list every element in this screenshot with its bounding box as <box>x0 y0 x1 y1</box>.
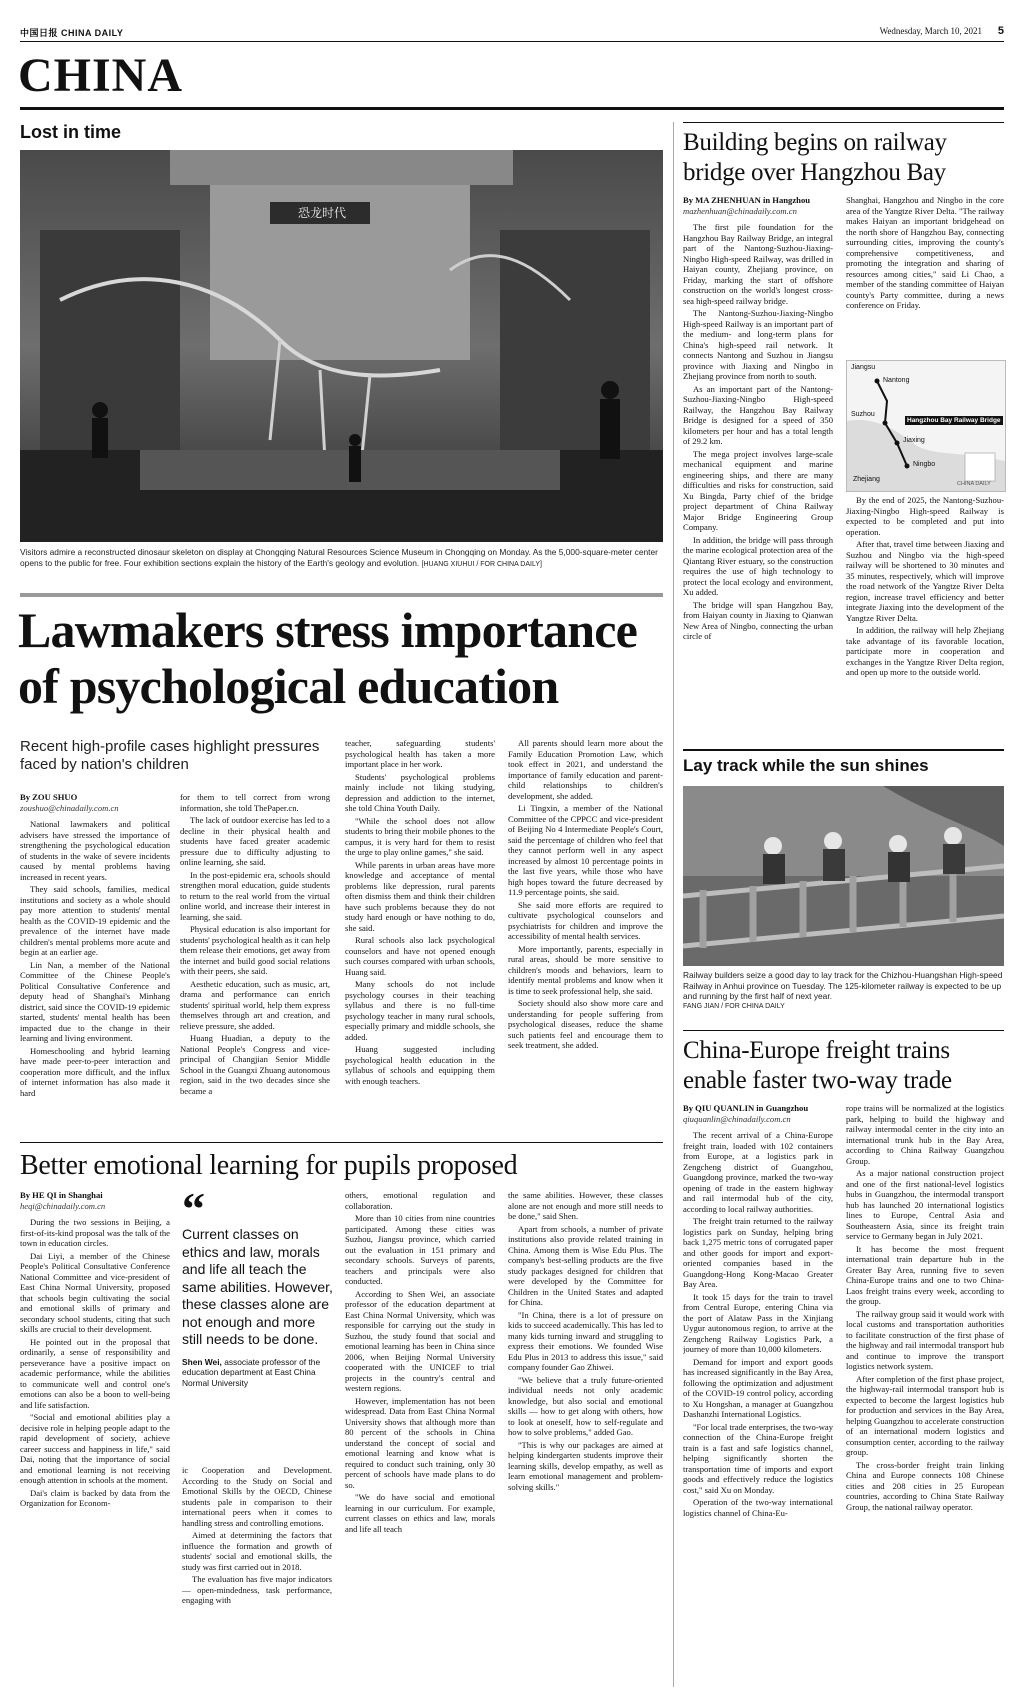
paragraph: In addition, the railway will help Zhejiang take advantage of its favorable location, participate more in cooperation and exchanges in the Yangtze River Delta region, and open up more to the outside world. <box>846 625 1004 677</box>
freight-headline-line-2: enable faster two-way trade <box>683 1067 952 1094</box>
freight-byline-email: qiuquanlin@chinadaily.com.cn <box>683 1113 791 1124</box>
map-label-bridge: Hangzhou Bay Railway Bridge <box>907 417 1001 424</box>
paragraph: "We believe that a truly future-oriented individual needs not only academic knowledge, but also social and emotional skills — how to get along with others, how to look at oneself, how to self-regulate and how to solve problems," added Gao. <box>508 1374 663 1437</box>
paragraph: Demand for import and export goods has increased significantly in the Bay Area, following the optimization and adjustment of the COVID-19 control policy, according to Xu Hongshan, a manager at Guangzhou Dashanzhi International Logistics. <box>683 1356 833 1419</box>
paragraph: All parents should learn more about the Family Education Promotion Law, which took effect in 2021, and understand the importance of family education and parent-child relationships to children's development, she added. <box>508 738 663 801</box>
lawmakers-deck: Recent high-profile cases highlight pressures faced by nation's children <box>20 738 320 773</box>
lawmakers-headline <box>18 602 668 714</box>
laytrack-credit: FANG JIAN / FOR CHINA DAILY <box>683 1002 785 1010</box>
quote-mark-icon: “ <box>182 1183 205 1234</box>
paragraph: Students' psychological problems mainly include not liking studying, depression and addiction to the internet, she told China Youth Daily. <box>345 771 495 813</box>
paragraph: The railway group said it would work with local customs and transportation authorities to facilitate construction of the first phase of the highway and rail intermodal transport hub and continue to improve the transport logistics network system. <box>846 1308 1004 1371</box>
paragraph: Rural schools also lack psychological counselors and have not opened enough such courses compared with urban schools, Huang said. <box>345 935 495 977</box>
paragraph: More than 10 cities from nine countries participated. Among these cities was Suzhou, Jiangsu province, which carried out the evaluation in 151 primary and secondary schools. Surveys of parents, teachers and principals were also conducted. <box>345 1213 495 1286</box>
dinosaur-photo <box>20 150 663 542</box>
paragraph: It took 15 days for the train to travel from Central Europe, entering China via the port of Alataw Pass in the Xinjiang Uygur autonomous region, to arrive at the Zengcheng Railway Logistics Park, a journey of more than 10,000 kilometers. <box>683 1291 833 1354</box>
emotional-col-2 <box>182 1465 332 1685</box>
lawmakers-byline-name: By ZOU SHUO <box>20 792 78 802</box>
pull-quote-attribution <box>182 1357 337 1389</box>
freight-col-2 <box>846 1103 1004 1688</box>
laytrack-photo-image <box>683 786 1004 966</box>
paragraph: They said schools, families, medical institutions and society as a whole should pay more attention to students' mental health as the COVID-19 epidemic and the prevalence of the internet have made children's mental problems more acute and begin at an earlier age. <box>20 884 170 957</box>
masthead <box>20 26 1004 40</box>
paragraph: The mega project involves large-scale mechanical equipment and marine engineering ships, and there are many difficulties and risks for construction, said Xu Bingda, Party chief of the bridge project department of China Railway Major Bridge Engineering Group Company. <box>683 448 833 532</box>
paragraph: Lin Nan, a member of the National Committee of the Chinese People's Political Consultative Conference and deputy head of Shanghai's Minhang district, said since the COVID-19 epidemic started, students' mental health has been impacted due to the change in their learning and living environment. <box>20 959 170 1043</box>
paragraph: The evaluation has five major indicators — open-mindedness, task performance, engaging with <box>182 1574 332 1605</box>
paragraph: "Social and emotional abilities play a decisive role in helping people adapt to the rapid development of society, achieve career success and happiness in life," said Dai, noting that the importance of social and emotional learning is not receiving enough attention in schools at the moment. <box>20 1412 170 1485</box>
freight-byline <box>683 1103 833 1124</box>
railway-byline <box>683 195 833 216</box>
paragraph: the same abilities. However, these classes alone are not enough and more still needs to be done," said Shen. <box>508 1190 663 1221</box>
railway-col-2-top <box>846 195 1004 355</box>
paragraph: Physical education is also important for students' psychological health as it can help them release their emotions, get away from the internet and build good social relations with their peers, she said. <box>180 924 330 976</box>
emotional-col-1 <box>20 1190 170 1685</box>
masthead-date: Wednesday, March 10, 2021 <box>879 26 982 36</box>
section-rule <box>20 107 1004 110</box>
paragraph: While parents in urban areas have more knowledge and acceptance of mental problems like depression, rural parents often dismiss them and think their children have such problems because they do not study hard enough or have nothing to do, she said. <box>345 859 495 933</box>
emotional-byline-email: heqi@chinadaily.com.cn <box>20 1200 106 1211</box>
railway-top-rule <box>683 122 1004 123</box>
photo-caption <box>20 547 663 570</box>
railway-byline-name: By MA ZHENHUAN in Hangzhou <box>683 195 811 205</box>
lawmakers-byline-email: zoushuo@chinadaily.com.cn <box>20 802 119 813</box>
laytrack-caption <box>683 970 1004 1012</box>
freight-headline <box>683 1036 1013 1096</box>
lawmakers-byline <box>20 792 170 813</box>
paragraph: She said more efforts are required to cultivate psychological counselors and psychiatrists for children and improve the accessibility of mental health services. <box>508 899 663 941</box>
paragraph: In the post-epidemic era, schools should strengthen moral education, guide students to return to the real world from the virtual online world, and increase their interest in learning, she said. <box>180 869 330 922</box>
page-number: 5 <box>997 25 1004 37</box>
laytrack-caption-text: Railway builders seize a good day to lay track for the Chizhou-Huangshan High-speed Railway in Anhui province on Tuesday. The 125-kilometer railway is expected to be up and running by the first half of next year. <box>683 970 1003 1001</box>
divider-rule <box>20 593 663 597</box>
paragraph: It has become the most frequent international train departure hub in the Greater Bay Area, running five to seven China-Europe trains and one to two China-Laos freight trains every week, according to the group. <box>846 1243 1004 1306</box>
paragraph: The bridge will span Hangzhou Bay, from Haiyan county in Jiaxing to Qianwan New Area of Ningbo, connecting the urban circle of <box>683 599 833 641</box>
paragraph: Aesthetic education, such as music, art, drama and performance can enrich students' spiritual world, help them express themselves through art and creation, and relieve pressure, she added. <box>180 978 330 1031</box>
laytrack-heading: Lay track while the sun shines <box>683 756 929 775</box>
lawmakers-headline-line-1: Lawmakers stress importance <box>18 602 638 658</box>
paragraph: After completion of the first phase project, the highway-rail intermodal transport hub is expected to become the largest logistics hub for production and services in the Bay Area, helping Guangzhou to accelerate construction of an international modern logistics and consumption center, according to the railway group. <box>846 1373 1004 1457</box>
paragraph: He pointed out in the proposal that ordinarily, a sense of responsibility and perseverance have a positive impact on academic performance, while the abilities to communicate well and control one's emotions can also be a boon to well-being and life satisfaction. <box>20 1336 170 1410</box>
paragraph: The recent arrival of a China-Europe freight train, loaded with 102 containers from Europe, at a logistics park in Zengcheng district of Guangzhou, Guangdong province, marked the two-way opening of trade in the eastern highway and rail intermodal hub of the city, according to local railway authorities. <box>683 1130 833 1214</box>
paragraph: In addition, the bridge will pass through the marine ecological protection area of the Qiantang River estuary, so the construction requires the use of high technology to protect the local ecology and environment, Xu added. <box>683 534 833 597</box>
paragraph: for them to tell correct from wrong information, she told ThePaper.cn. <box>180 792 330 813</box>
paragraph: Operation of the two-way international logistics channel of China-Eu- <box>683 1497 833 1518</box>
paragraph: National lawmakers and political advisers have stressed the importance of strengthening the psychological education of students in the wake of severe incidents caused by mental problems having increased in recent years. <box>20 819 170 882</box>
paragraph: Aimed at determining the factors that influence the formation and growth of students' social and emotional skills, the study was first carried out in 2018. <box>182 1530 332 1572</box>
paragraph: Apart from schools, a number of private institutions also provide related training in China. Among them is Wise Edu Plus. The company's best-selling products are the five study packages designed for children that were developed by the Committee for Children in the United States and adapted for China. <box>508 1223 663 1307</box>
emotional-headline: Better emotional learning for pupils proposed <box>20 1150 518 1181</box>
pull-quote-title: associate professor of the education department at East China Normal University <box>182 1356 321 1388</box>
map-label-suzhou: Suzhou <box>851 411 875 418</box>
paragraph: Shanghai, Hangzhou and Ningbo in the core area of the Yangtze River Delta. "The railway makes Haiyan an important bridgehead on the north shore of Hangzhou Bay, connecting surrounding cities, improving the county's comprehensive competitiveness, and promoting the integration and sharing of resources among cities," said Li Chao, a member of the standing committee of Haiyan county's Party committee, during a news conference on Friday. <box>846 195 1004 310</box>
railway-headline-line-1: Building begins on railway <box>683 129 947 156</box>
paragraph: According to Shen Wei, an associate professor of the education department at East China Normal University, which was responsible for carrying out the study in Suzhou, the study found that social and emotional learning has been in China since 2006, when Beijing Normal University cooperated with the UNICEF to trial projects in the country's central and western regions. <box>345 1288 495 1393</box>
lawmakers-bottom-rule <box>20 1142 663 1143</box>
paragraph: Huang suggested including psychological health education in the syllabus of schools and equipping them with enough teachers. <box>345 1044 495 1086</box>
paragraph: ic Cooperation and Development. According to the Study on Social and Emotional Skills by the OECD, Chinese students pale in comparison to their international peers when it comes to handling stress and controlling emotions. <box>182 1465 332 1528</box>
paragraph: others, emotional regulation and collaboration. <box>345 1190 495 1211</box>
paragraph: The first pile foundation for the Hangzhou Bay Railway Bridge, an integral part of the Nantong-Suzhou-Jiaxing-Ningbo High-speed Railway, was drilled in Haiyan county, Zhejiang province, on Friday, marking the start of offshore construction on the world's longest cross-sea high-speed railway bridge. <box>683 222 833 306</box>
paragraph: As an important part of the Nantong-Suzhou-Jiaxing-Ningbo High-speed Railway, the Hangzhou Bay Railway Bridge is designed for a speed of 350 kilometers per hour and has a total length of 29.2 km. <box>683 383 833 446</box>
railway-map <box>846 360 1006 492</box>
masthead-left: 中国日报 CHINA DAILY <box>20 28 124 38</box>
railway-col-2-bottom <box>846 495 1004 735</box>
paragraph: The lack of outdoor exercise has led to a decline in their physical health and students have faced greater academic pressure due to difficulty adjusting to online learning, she said. <box>180 815 330 867</box>
section-title: CHINA <box>18 49 184 102</box>
paragraph: The Nantong-Suzhou-Jiaxing-Ningbo High-speed Railway is an important part of the medium- and long-term plans for China's high-speed rail network. It connects Nantong and Suzhou in Jiangsu province with Jiaxing and Ningbo in Zhejiang province from north to south. <box>683 308 833 381</box>
paragraph: Dai Liyi, a member of the Chinese People's Political Consultative Conference National Committee and vice-president of East China Normal University, proposed that schools begin cultivating the social and emotional skills of primary and secondary school students, citing that such skills are crucial to their development. <box>20 1250 170 1334</box>
map-label-nantong: Nantong <box>883 377 910 384</box>
paragraph: "This is why our packages are aimed at helping kindergarten students improve their learning skills, develop empathy, as well as learn emotional management and problem-solving skills." <box>508 1439 663 1492</box>
paragraph: By the end of 2025, the Nantong-Suzhou-Jiaxing-Ningbo High-speed Railway is expected to be completed and put into operation. <box>846 495 1004 537</box>
masthead-rule <box>20 41 1004 42</box>
photo-credit: [HUANG XIUHUI / FOR CHINA DAILY] <box>421 560 542 568</box>
emotional-byline <box>20 1190 170 1211</box>
paragraph: "We do have social and emotional learning in our curriculum. For example, current classes on ethics and law, morals and life all teach <box>345 1492 495 1534</box>
lawmakers-col-1 <box>20 792 170 1132</box>
laytrack-photo <box>683 786 1004 966</box>
paragraph: "For local trade enterprises, the two-way connection of the China-Europe freight train is a fast and safe logistics channel, helping significantly shorten the transportation time of imports and export goods and effectively reduce the logistics cost," said Xu on Monday. <box>683 1421 833 1495</box>
paragraph: rope trains will be normalized at the logistics park, helping to build the highway and railway intermodal center in the city into an international trunk hub in the Bay Area, according to China Railway Guangzhou Group. <box>846 1103 1004 1166</box>
pull-quote <box>182 1183 337 1388</box>
emotional-byline-name: By HE QI in Shanghai <box>20 1190 103 1200</box>
lawmakers-headline-line-2: of psychological education <box>18 658 559 714</box>
railway-headline <box>683 128 1013 188</box>
laytrack-top-rule <box>683 749 1004 751</box>
railway-map-graphic <box>847 361 1005 491</box>
paragraph: Li Tingxin, a member of the National Committee of the CPPCC and vice-president of Beijing No 4 Intermediate People's Court, said the percentage of children who feel that they cannot perform well in any aspect increased by almost 10 percentage points in the last five years, while those who have high hopes toward the future decreased by 11.9 percentage points, she said. <box>508 803 663 897</box>
paragraph: After that, travel time between Jiaxing and Suzhou and Ningbo via the high-speed railway will be shortened to 30 minutes and 35 minutes, respectively, which will improve the road network of the Yangtze River Delta region, increase travel efficiency and better integrate Jiaxing into the development of the Yangtze River Delta. <box>846 539 1004 623</box>
paragraph: Dai's claim is backed by data from the Organization for Econom- <box>20 1487 170 1508</box>
paragraph: Society should also show more care and understanding for people suffering from psychological diseases, reduce the shame such patients feel and encourage them to seek treatment, she added. <box>508 998 663 1050</box>
photo-caption-text: Visitors admire a reconstructed dinosaur skeleton on display at Chongqing Natural Resources Science Museum in Chongqing on Monday. As the 5,000-square-meter center opens to the public for free. Four exhibition sections explain the history of the Earth's geology and evolution. <box>20 547 658 568</box>
pull-quote-name: Shen Wei, <box>182 1356 222 1367</box>
photo-heading: Lost in time <box>20 122 122 142</box>
paragraph: The cross-border freight train linking China and Europe connects 108 Chinese cities and 208 cities in 25 European countries, according to China State Railway Group, the national railway operator. <box>846 1459 1004 1512</box>
museum-sign: 恐龙时代 <box>297 206 346 220</box>
emotional-col-3 <box>345 1190 495 1685</box>
freight-headline-line-1: China-Europe freight trains <box>683 1037 950 1064</box>
map-label-jiaxing: Jiaxing <box>903 437 925 444</box>
railway-headline-line-2: bridge over Hangzhou Bay <box>683 159 946 186</box>
map-label-zhejiang: Zhejiang <box>853 476 880 483</box>
paragraph: More importantly, parents, especially in rural areas, should be more sensitive to children's moods and behaviors, learn to identify mental problems and know when it is time to seek professional help, she said. <box>508 943 663 996</box>
freight-byline-name: By QIU QUANLIN in Guangzhou <box>683 1103 809 1113</box>
emotional-col-4 <box>508 1190 663 1685</box>
map-label-jiangsu: Jiangsu <box>851 364 876 371</box>
freight-top-rule <box>683 1030 1004 1031</box>
map-credit: CHINA DAILY <box>957 481 991 487</box>
freight-col-1 <box>683 1103 833 1688</box>
paragraph: The freight train returned to the railway logistics park on Sunday, helping bring back 1,275 metric tons of corrugated paper and other goods for import and export-oriented companies based in the Guangdong-Hong Kong-Macao Greater Bay Area. <box>683 1216 833 1289</box>
lawmakers-col-3 <box>345 738 495 1132</box>
lawmakers-col-2 <box>180 792 330 1132</box>
paragraph: However, implementation has not been widespread. Data from East China Normal University shows that although more than 80 percent of the schools in China understand the concept of social and emotional learning and know what is required to conduct such training, only 30 percent of schools have made plans to do so. <box>345 1395 495 1490</box>
map-label-ningbo: Ningbo <box>913 461 936 468</box>
paragraph: During the two sessions in Beijing, a first-of-its-kind proposal was the talk of the town in education circles. <box>20 1217 170 1248</box>
paragraph: Many schools do not include psychology courses in their teaching syllabus and there is no full-time psychology teacher in many rural schools, especially primary and middle schools, she added. <box>345 979 495 1042</box>
paragraph: teacher, safeguarding students' psychological health has taken a more important place in her work. <box>345 738 495 769</box>
railway-col-1 <box>683 195 833 735</box>
paragraph: "While the school does not allow students to bring their mobile phones to the campus, it is very hard for them to resist the urge to play online games," she said. <box>345 815 495 857</box>
railway-byline-email: mazhenhuan@chinadaily.com.cn <box>683 205 797 216</box>
paragraph: Huang Huadian, a deputy to the National People's Congress and vice-principal of Changjian Senior Middle School in the Guangxi Zhuang autonomous region, said in the two decades since she became a <box>180 1033 330 1096</box>
paragraph: As a major national construction project and one of the first national-level logistics hubs in Guangzhou, the intermodal transport hub has launched 20 international logistics lines to Europe, Central Asia and Southeastern Asia, since its freight train service to Germany began in July 2021. <box>846 1168 1004 1241</box>
paragraph: "In China, there is a lot of pressure on kids to succeed academically. This has led to many kids turning inward and struggling to express their emotions. We founded Wise Edu Plus in 2013 to address this issue," said company founder Gao Zhiwei. <box>508 1309 663 1372</box>
lawmakers-col-4 <box>508 738 663 1132</box>
paragraph: Homeschooling and hybrid learning have made peer-to-peer interaction and cooperation more difficult, and the influx of internet information has also made it hard <box>20 1045 170 1098</box>
column-divider <box>673 122 674 1687</box>
pull-quote-text: Current classes on ethics and law, morals and life all teach the same abilities. However, these classes alone are not enough and more still needs to be done. <box>182 1226 333 1347</box>
